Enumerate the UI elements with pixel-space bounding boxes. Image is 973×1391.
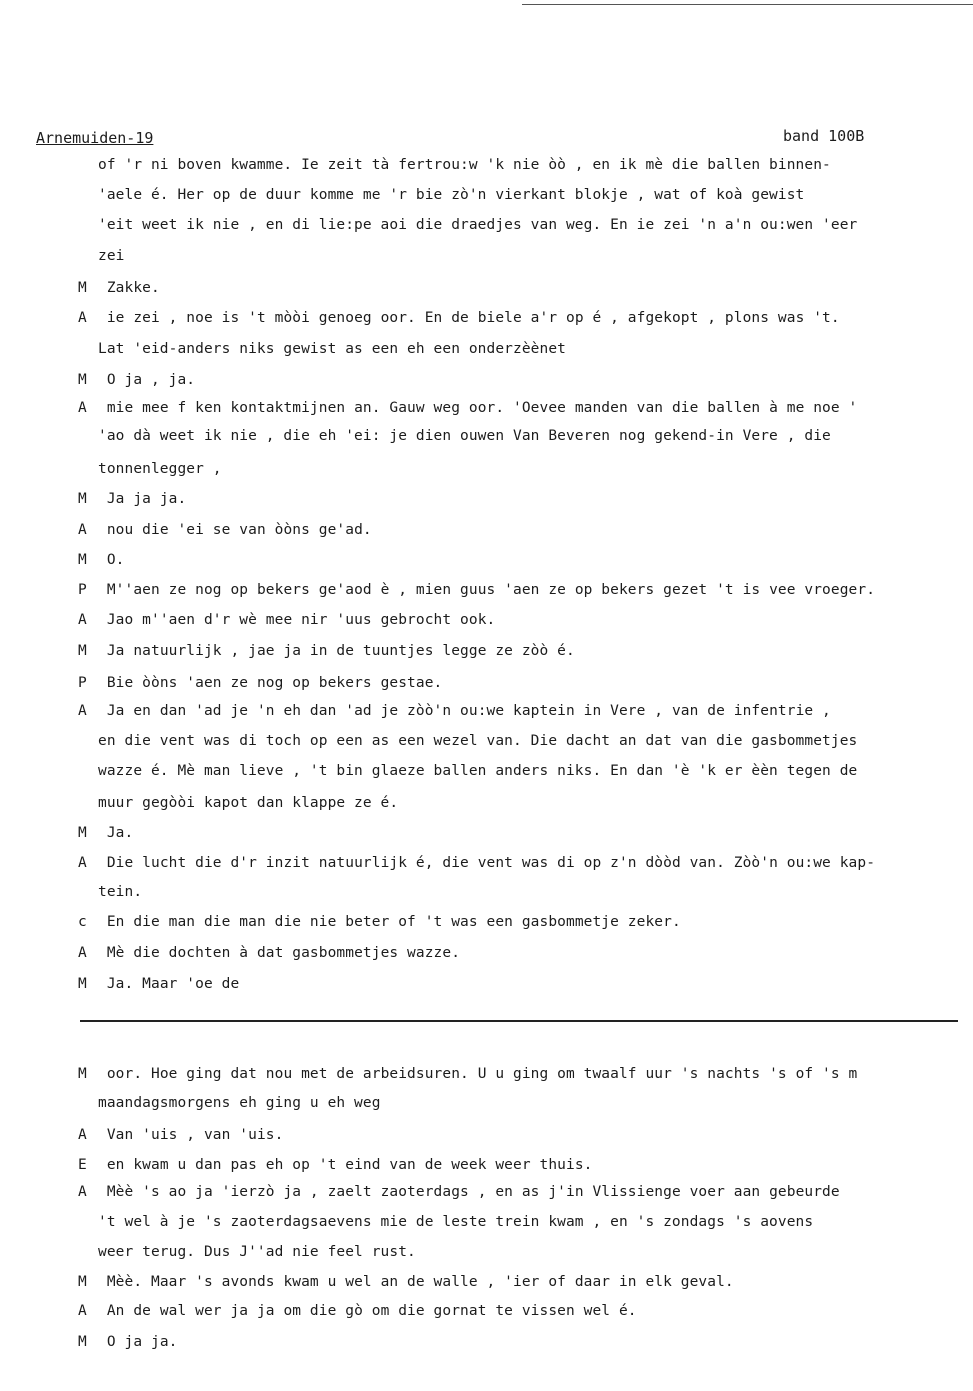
transcript-line — [78, 1127, 283, 1143]
transcript-line — [78, 310, 840, 326]
speaker-label: A — [78, 1184, 87, 1200]
line-text: Ja. Maar 'oe de — [106, 976, 240, 992]
transcript-line — [78, 552, 125, 568]
line-text: 'eit weet ik nie , en di lie:pe aoi die draedjes van weg. En ie zei 'n a'n ou:wen 'eer — [98, 217, 858, 233]
line-text: en kwam u dan pas eh op 't eind van de week weer thuis. — [106, 1157, 593, 1173]
line-text: 't wel à je 's zaoterdagsaevens mie de leste trein kwam , en 's zondags 's aovens — [98, 1214, 814, 1230]
transcript-line — [78, 1303, 637, 1319]
line-text: Ja. — [106, 825, 134, 841]
transcript-line — [78, 372, 195, 388]
line-text: Lat 'eid-anders niks gewist as een eh een onderzèènet — [98, 341, 566, 357]
transcript-line — [78, 976, 239, 992]
transcript-line — [78, 582, 875, 598]
line-text: M''aen ze nog op bekers ge'aod è , mien guus 'aen ze op bekers gezet 't is vee vroeger. — [106, 582, 876, 598]
line-text: O. — [106, 552, 125, 568]
line-text: Jao m''aen d'r wè mee nir 'uus gebrocht ook. — [106, 612, 496, 628]
line-text: en die vent was di toch op een as een wezel van. Die dacht an dat van die gasbommetjes — [98, 733, 858, 749]
top-rule — [522, 4, 973, 5]
transcript-line — [98, 217, 857, 233]
line-text: Bie òòns 'aen ze nog op bekers gestae. — [106, 675, 443, 691]
speaker-label: A — [78, 945, 87, 961]
transcript-line — [98, 1095, 381, 1111]
line-text: Ja en dan 'ad je 'n eh dan 'ad je zòò'n ou:we kaptein in Vere , van de infentrie , — [106, 703, 831, 719]
transcript-line — [78, 1066, 857, 1082]
speaker-label: M — [78, 1066, 87, 1082]
transcript-line — [78, 400, 857, 416]
speaker-label: M — [78, 825, 87, 841]
transcript-line — [78, 491, 186, 507]
line-text: Mèè. Maar 's avonds kwam u wel an de walle , 'ier of daar in elk geval. — [106, 1274, 734, 1290]
transcript-line — [98, 461, 222, 477]
line-text: muur gegòòi kapot dan klappe ze é. — [98, 795, 399, 811]
line-text: 'aele é. Her op de duur komme me 'r bie zò'n vierkant blokje , wat of koà gewist — [98, 187, 805, 203]
line-text: Van 'uis , van 'uis. — [106, 1127, 284, 1143]
line-text: Mèè 's ao ja 'ierzò ja , zaelt zaoterdags , en as j'in Vlissienge voer aan gebeurde — [106, 1184, 840, 1200]
speaker-label: M — [78, 280, 87, 296]
line-text: ie zei , noe is 't mòòi genoeg oor. En de biele a'r op é , afgekopt , plons was 't. — [106, 310, 840, 326]
line-text: Ja ja ja. — [106, 491, 187, 507]
transcript-line — [78, 280, 160, 296]
transcript-line — [98, 1214, 813, 1230]
transcript-line — [98, 187, 804, 203]
line-text: Die lucht die d'r inzit natuurlijk é, die vent was di op z'n dòòd van. Zòò'n ou:we kap- — [106, 855, 876, 871]
transcript-line — [78, 1184, 840, 1200]
speaker-label: A — [78, 522, 87, 538]
speaker-label: P — [78, 675, 87, 691]
speaker-label: P — [78, 582, 87, 598]
line-text: oor. Hoe ging dat nou met de arbeidsuren. U u ging om twaalf uur 's nachts 's of 's m — [106, 1066, 858, 1082]
transcript-line — [78, 855, 875, 871]
speaker-label: M — [78, 491, 87, 507]
speaker-label: M — [78, 1274, 87, 1290]
line-text: tonnenlegger , — [98, 461, 222, 477]
line-text: zei — [98, 248, 125, 264]
line-text: O ja , ja. — [106, 372, 196, 388]
transcript-line — [78, 675, 442, 691]
transcript-line — [78, 1157, 592, 1173]
speaker-label: M — [78, 643, 87, 659]
section-divider — [80, 1020, 958, 1022]
transcript-line — [98, 1244, 416, 1260]
transcript-line — [98, 341, 566, 357]
speaker-label: A — [78, 703, 87, 719]
speaker-label: E — [78, 1157, 87, 1173]
document-title: Arnemuiden-19 — [36, 129, 154, 147]
transcript-line — [78, 643, 575, 659]
transcript-line — [98, 248, 125, 264]
transcript-line — [98, 428, 831, 444]
line-text: tein. — [98, 884, 143, 900]
speaker-label: M — [78, 976, 87, 992]
transcript-line — [78, 703, 831, 719]
speaker-label: A — [78, 612, 87, 628]
line-text: of 'r ni boven kwamme. Ie zeit tà fertrou:w 'k nie òò , en ik mè die ballen binnen- — [98, 157, 831, 173]
speaker-label: A — [78, 855, 87, 871]
line-text: Zakke. — [106, 280, 160, 296]
transcript-line — [98, 733, 857, 749]
transcript-line — [78, 1274, 734, 1290]
line-text: wazze é. Mè man lieve , 't bin glaeze ballen anders niks. En dan 'è 'k er èèn tegen de — [98, 763, 858, 779]
line-text: 'ao dà weet ik nie , die eh 'ei: je dien ouwen Van Beveren nog gekend-in Vere , die — [98, 428, 831, 444]
transcript-line — [98, 157, 831, 173]
transcript-line — [98, 763, 857, 779]
speaker-label: A — [78, 1127, 87, 1143]
line-text: O ja ja. — [106, 1334, 178, 1350]
line-text: weer terug. Dus J''ad nie feel rust. — [98, 1244, 416, 1260]
transcript-line — [78, 612, 495, 628]
speaker-label: M — [78, 1334, 87, 1350]
speaker-label: M — [78, 552, 87, 568]
line-text: Mè die dochten à dat gasbommetjes wazze. — [106, 945, 461, 961]
speaker-label: A — [78, 400, 87, 416]
line-text: En die man die man die nie beter of 't was een gasbommetje zeker. — [106, 914, 681, 930]
speaker-label: A — [78, 310, 87, 326]
transcript-line — [98, 884, 142, 900]
line-text: An de wal wer ja ja om die gò om die gornat te vissen wel é. — [106, 1303, 637, 1319]
speaker-label: c — [78, 914, 87, 930]
speaker-label: A — [78, 1303, 87, 1319]
transcript-line — [78, 914, 681, 930]
band-number: band 100B — [783, 127, 865, 145]
transcript-line — [98, 795, 398, 811]
transcript-line — [78, 945, 460, 961]
transcript-line — [78, 522, 372, 538]
line-text: mie mee f ken kontaktmijnen an. Gauw weg oor. 'Oevee manden van die ballen à me noe ' — [106, 400, 858, 416]
line-text: Ja natuurlijk , jae ja in de tuuntjes legge ze zòò é. — [106, 643, 575, 659]
speaker-label: M — [78, 372, 87, 388]
line-text: nou die 'ei se van òòns ge'ad. — [106, 522, 372, 538]
line-text: maandagsmorgens eh ging u eh weg — [98, 1095, 381, 1111]
transcript-line — [78, 1334, 177, 1350]
transcript-line — [78, 825, 133, 841]
